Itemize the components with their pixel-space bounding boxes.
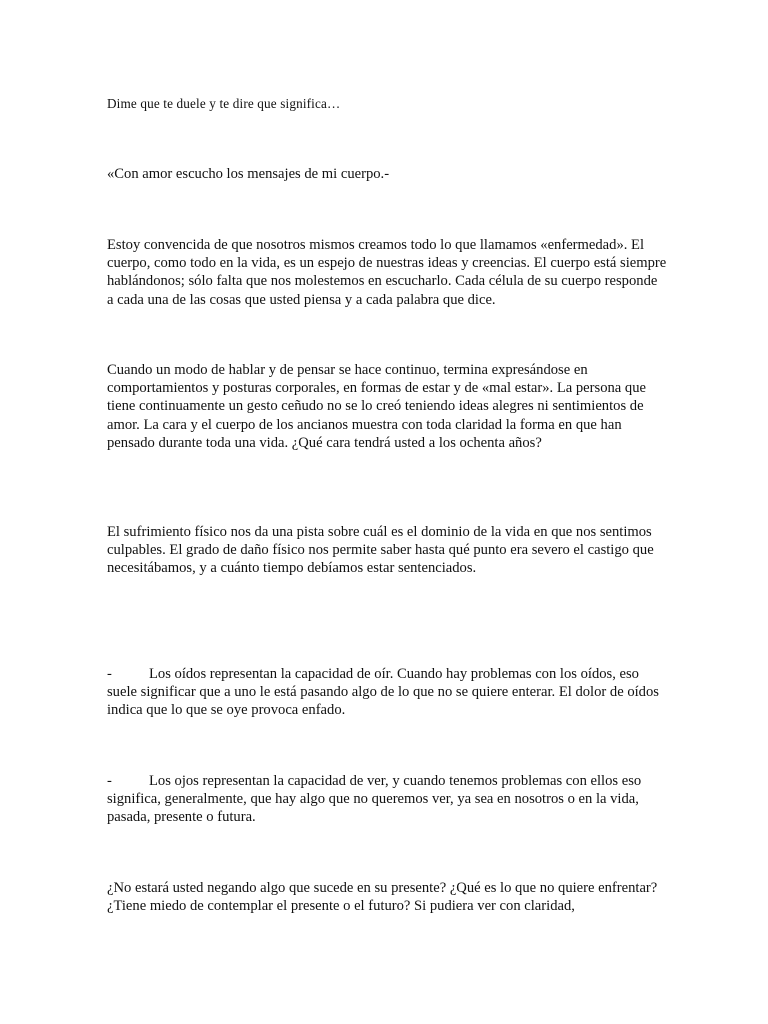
bullet-item-eyes bbox=[107, 772, 667, 827]
document-title: Dime que te duele y te dire que significa… bbox=[107, 96, 341, 111]
paragraph-body-1: Estoy convencida de que nosotros mismos creamos todo lo que llamamos «enfermedad». El cuerpo, como todo en la vida, es un espejo de nuestras ideas y creencias. El cuerpo está siempre hablándonos; sólo falta que nos molestemos en escucharlo. Cada célula de su cuerpo responde a cada una de las cosas que usted piensa y a cada palabra que dice. bbox=[107, 237, 667, 308]
paragraph-body-3: El sufrimiento físico nos da una pista sobre cuál es el dominio de la vida en que nos sentimos culpables. El grado de daño físico nos permite saber hasta qué punto era severo el castigo que necesitábamos, y a cuánto tiempo debíamos estar sentenciados. bbox=[107, 524, 654, 577]
bullet-marker: - bbox=[107, 666, 112, 682]
paragraph-body-2: Cuando un modo de hablar y de pensar se hace continuo, termina expresándose en comportamientos y posturas corporales, en formas de estar y de «mal estar». La persona que tiene continuamente un gesto ceñudo no se lo creó teniendo ideas alegres ni sentimientos de amor. La cara y el cuerpo de los ancianos muestra con toda claridad la forma en que han pensado durante toda una vida. ¿Qué cara tendrá usted a los ochenta años? bbox=[107, 362, 646, 451]
bullet-text: Los ojos representan la capacidad de ver, y cuando tenemos problemas con ellos eso significa, generalmente, que hay algo que no queremos ver, ya sea en nosotros o en la vida, pasada, presente o futura. bbox=[107, 773, 642, 826]
paragraph-closing: ¿No estará usted negando algo que sucede en su presente? ¿Qué es lo que no quiere enfrentar? ¿Tiene miedo de contemplar el presente o el futuro? Si pudiera ver con claridad, bbox=[107, 880, 658, 915]
bullet-item-ears bbox=[107, 665, 667, 720]
paragraph-intro: «Con amor escucho los mensajes de mi cuerpo.- bbox=[107, 166, 390, 182]
bullet-marker: - bbox=[107, 773, 112, 789]
bullet-text: Los oídos representan la capacidad de oír. Cuando hay problemas con los oídos, eso suele significar que a uno le está pasando algo de lo que no se quiere enterar. El dolor de oídos indica que lo que se oye provoca enfado. bbox=[107, 666, 659, 719]
